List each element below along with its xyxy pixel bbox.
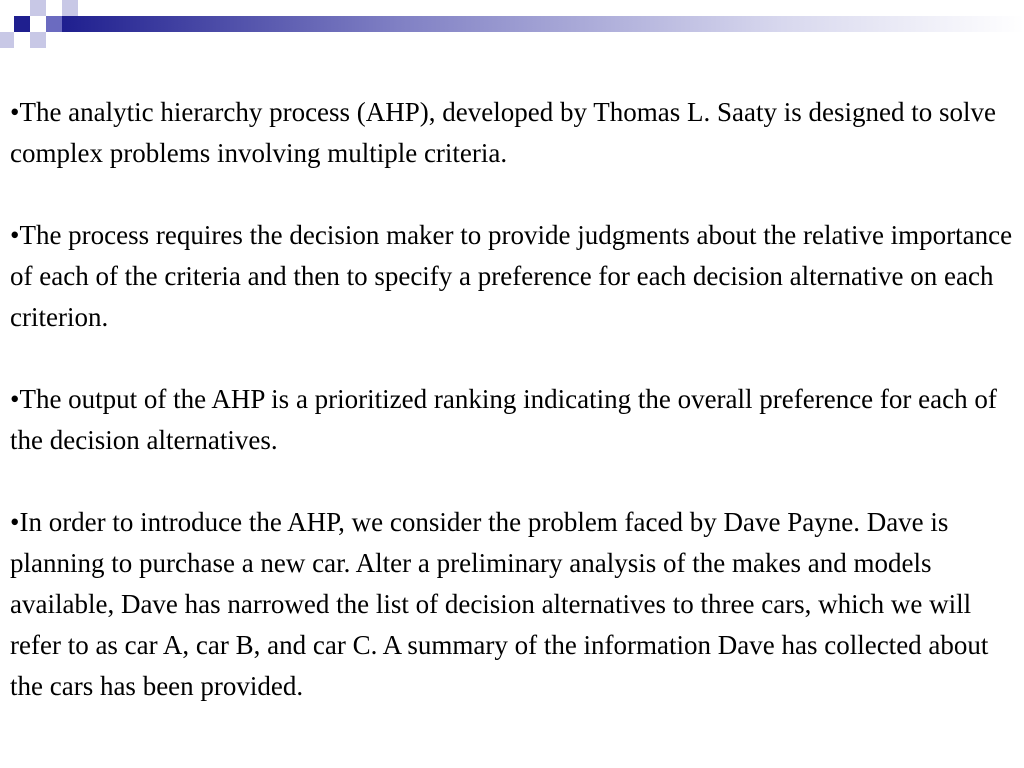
paragraph-text: In order to introduce the AHP, we consider the problem faced by Dave Payne. Dave is planning to purchase a new car. Alter a preliminary analysis of the makes and models available, Dave has narrowed the list of decision alternatives to three cars, which we will refer to as car A, car B, and car C. A summary of the information Dave has collected about the cars has been provided. (10, 507, 989, 701)
bullet-paragraph-3 (10, 379, 1018, 461)
header-decoration (0, 0, 1024, 56)
bullet-marker: • (10, 384, 20, 414)
paragraph-text: The process requires the decision maker to provide judgments about the relative importance of each of the criteria and then to specify a preference for each decision alternative on each criterion. (10, 220, 1013, 332)
paragraph-text: The output of the AHP is a prioritized ranking indicating the overall preference for each of the decision alternatives. (10, 384, 997, 455)
slide-body (10, 92, 1018, 707)
bullet-paragraph-4 (10, 502, 1018, 707)
square-dark (14, 16, 30, 32)
square-light-top (30, 0, 46, 16)
paragraph-text: The analytic hierarchy process (AHP), developed by Thomas L. Saaty is designed to solve complex problems involving multiple criteria. (10, 97, 996, 168)
bullet-paragraph-1 (10, 92, 1018, 174)
bullet-marker: • (10, 97, 20, 127)
header-gradient-bar (62, 16, 1024, 32)
square-light-left (0, 32, 14, 48)
square-mid (46, 16, 62, 32)
square-light-bottom (30, 32, 46, 48)
square-light-top-right (62, 0, 78, 16)
bullet-marker: • (10, 220, 20, 250)
bullet-paragraph-2 (10, 215, 1018, 338)
bullet-marker: • (10, 507, 20, 537)
